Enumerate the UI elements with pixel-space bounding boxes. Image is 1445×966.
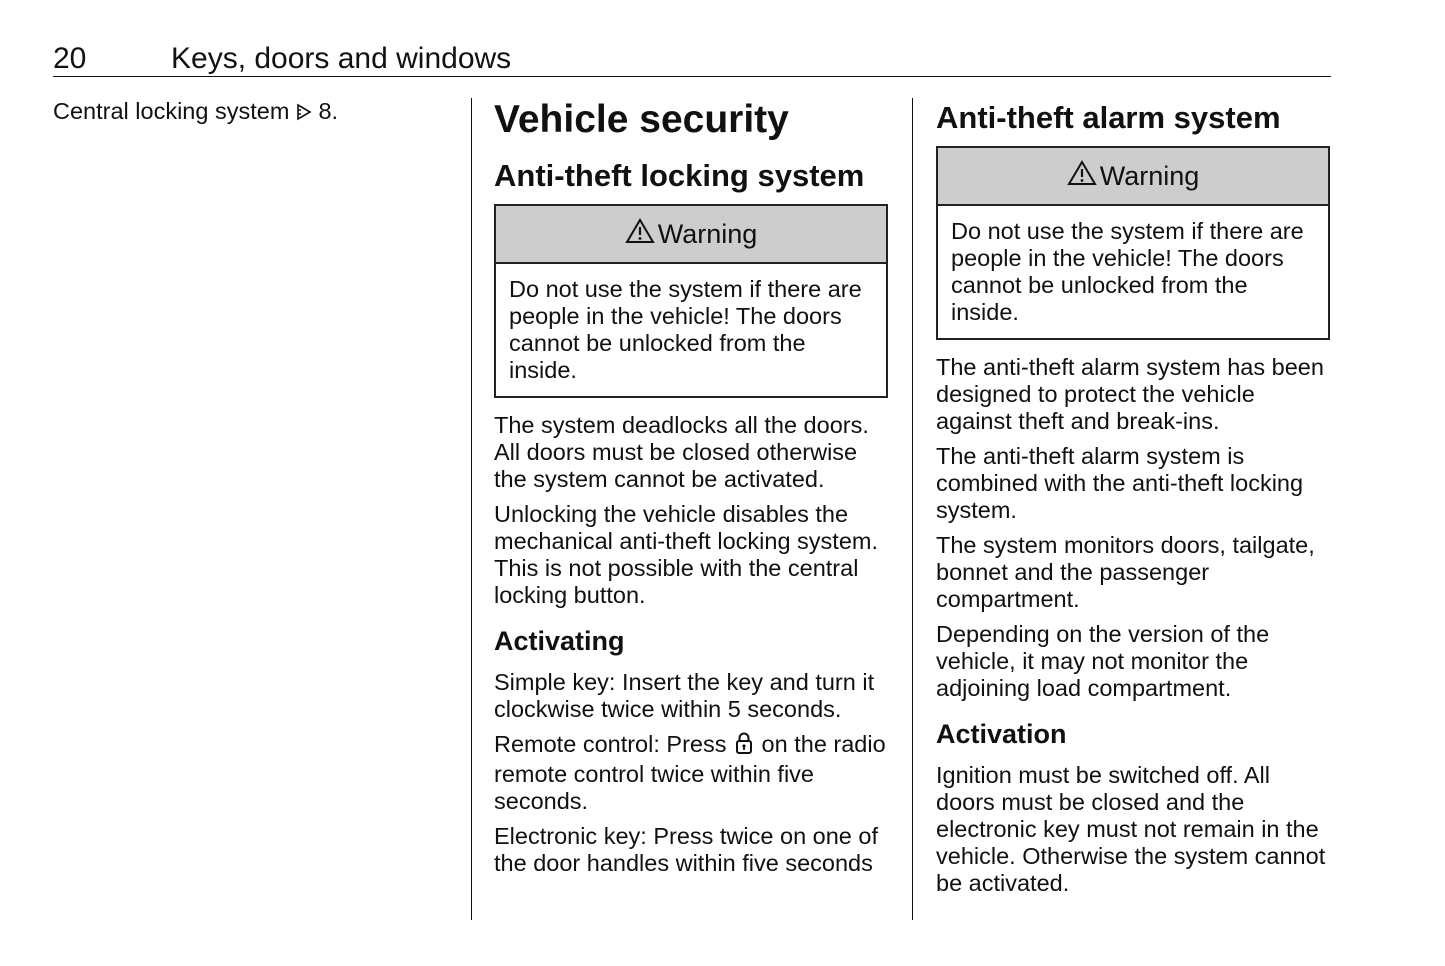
- warning-box: [494, 204, 888, 398]
- body-paragraph: [494, 731, 890, 815]
- page-number: 20: [53, 42, 87, 75]
- para-text-before: Remote control: Press: [494, 731, 727, 757]
- warning-label: Warning: [1099, 160, 1200, 191]
- column-left: [53, 98, 453, 125]
- column-middle: [494, 98, 890, 885]
- column-right: [936, 98, 1332, 905]
- lock-icon: [735, 731, 753, 761]
- warning-box: [936, 146, 1330, 340]
- arrow-right-icon: [296, 99, 312, 124]
- page-header: [53, 40, 1331, 77]
- warning-text: Do not use the system if there are people in the vehicle! The doors cannot be unlocked from the inside.: [951, 218, 1304, 325]
- body-paragraph: Simple key: Insert the key and turn it clockwise twice within 5 seconds.: [494, 669, 875, 722]
- column-divider: [471, 98, 472, 920]
- body-paragraph: The anti-theft alarm system has been designed to protect the vehicle against theft and break-ins.: [936, 354, 1324, 434]
- section-title: Vehicle security: [494, 98, 789, 141]
- warning-triangle-icon: [1067, 160, 1100, 193]
- para-text-after: on the radio remote control twice within five seconds.: [494, 731, 886, 814]
- body-paragraph: The system monitors doors, tailgate, bonnet and the passenger compartment.: [936, 532, 1315, 612]
- body-paragraph: Electronic key: Press twice on one of the door handles within five seconds: [494, 823, 879, 876]
- body-paragraph: Unlocking the vehicle disables the mechanical anti-theft locking system. This is not possible with the central locking button.: [494, 501, 878, 608]
- subheading: Activating: [494, 626, 625, 656]
- warning-body: [496, 264, 886, 396]
- section-title: Anti-theft alarm system: [936, 100, 1281, 135]
- chapter-title: Keys, doors and windows: [171, 42, 512, 75]
- warning-header: [938, 148, 1328, 206]
- body-paragraph: The anti-theft alarm system is combined with the anti-theft locking system.: [936, 443, 1304, 523]
- warning-triangle-icon: [625, 218, 658, 251]
- warning-body: [938, 206, 1328, 338]
- body-paragraph: Ignition must be switched off. All doors must be closed and the electronic key must not remain in the vehicle. Otherwise the system cannot be activated.: [936, 762, 1326, 896]
- warning-label: Warning: [657, 218, 758, 249]
- xref-text: Central locking system: [53, 98, 290, 124]
- cross-reference[interactable]: [53, 98, 453, 125]
- xref-page: 8.: [318, 98, 339, 124]
- column-divider: [912, 98, 913, 920]
- warning-header: [496, 206, 886, 264]
- body-paragraph: The system deadlocks all the doors. All doors must be closed otherwise the system cannot be activated.: [494, 412, 869, 492]
- body-paragraph: Depending on the version of the vehicle, it may not monitor the adjoining load compartment.: [936, 621, 1270, 701]
- section-subtitle: Anti-theft locking system: [494, 158, 865, 193]
- subheading: Activation: [936, 719, 1067, 749]
- warning-text: Do not use the system if there are people in the vehicle! The doors cannot be unlocked from the inside.: [509, 276, 862, 383]
